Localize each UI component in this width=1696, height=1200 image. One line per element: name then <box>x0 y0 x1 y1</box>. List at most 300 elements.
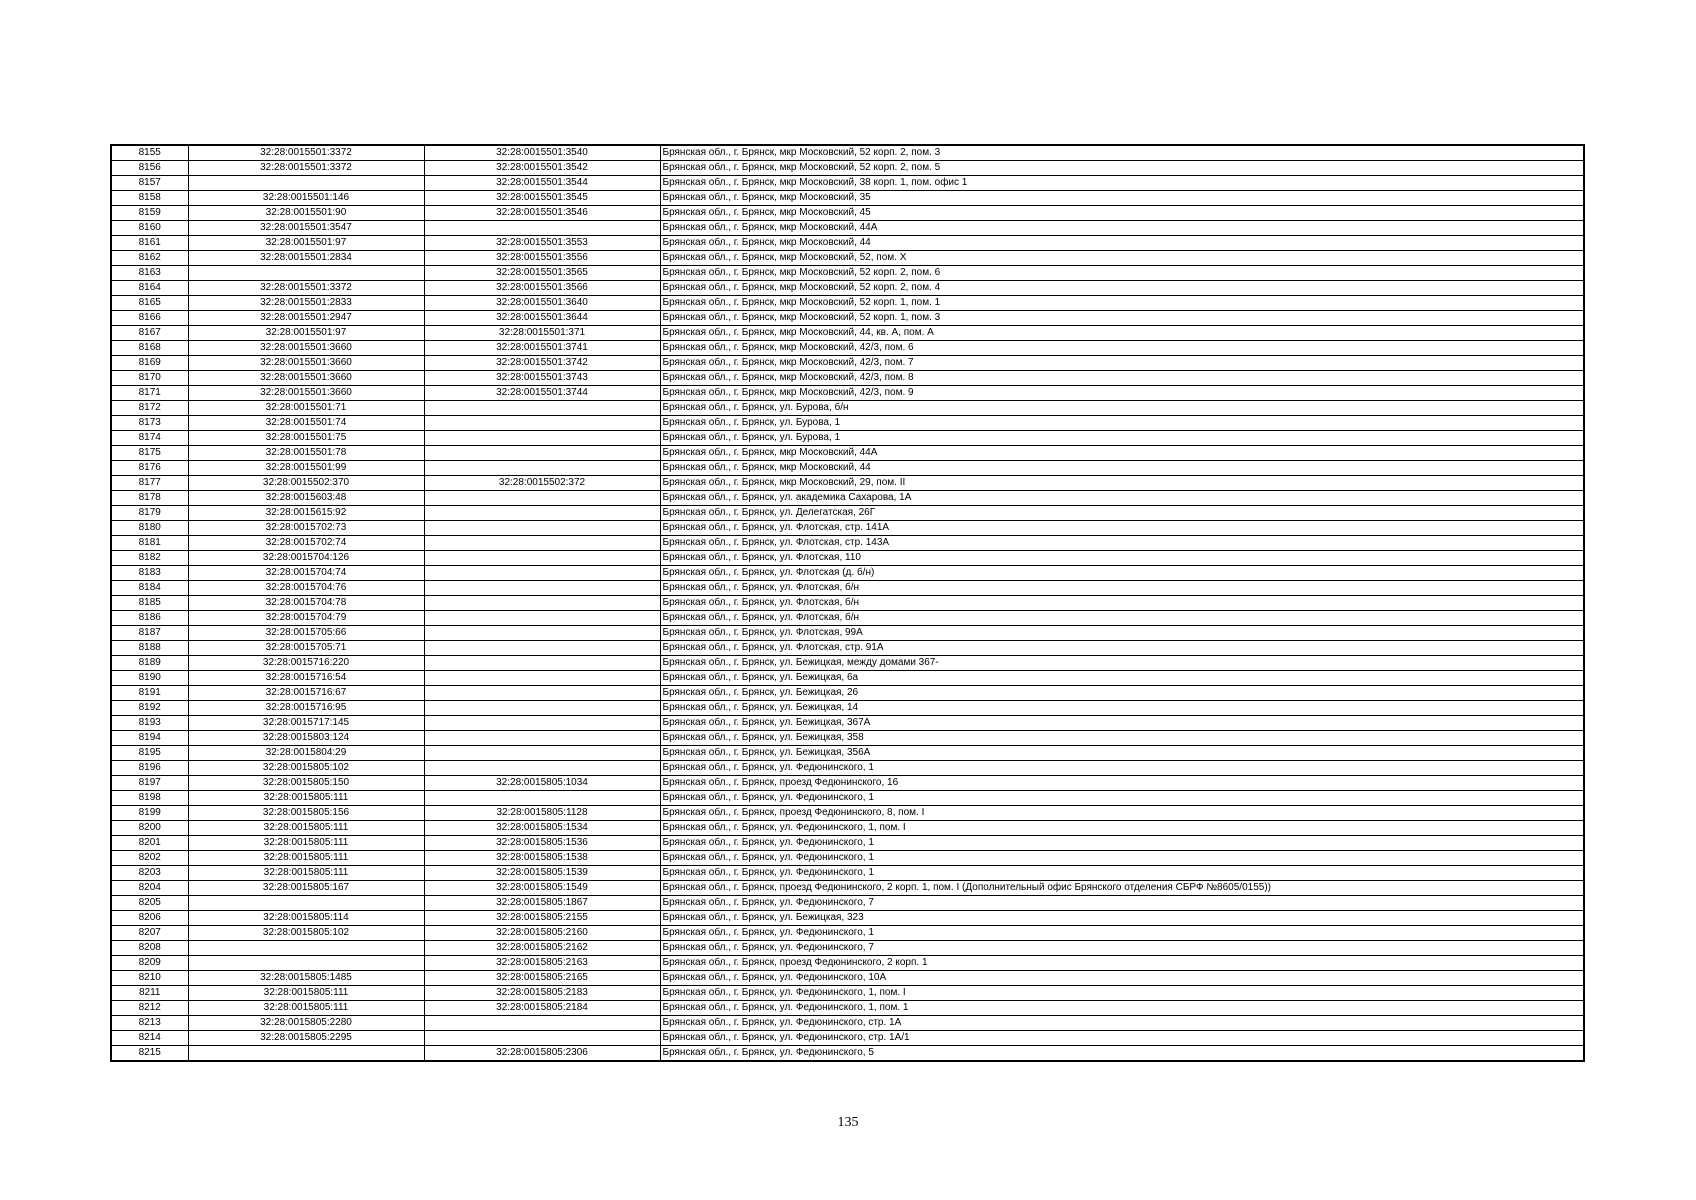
table-row <box>111 416 1584 431</box>
table-row <box>111 716 1584 731</box>
address-cell: Брянская обл., г. Брянск, мкр Московский, 44, кв. А, пом. А <box>660 326 1584 341</box>
table-row <box>111 731 1584 746</box>
table-row <box>111 446 1584 461</box>
address-cell: Брянская обл., г. Брянск, мкр Московский, 52, пом. X <box>660 251 1584 266</box>
row-number-cell: 8161 <box>111 236 188 251</box>
row-number-cell: 8207 <box>111 926 188 941</box>
address-cell: Брянская обл., г. Брянск, мкр Московский, 52 корп. 1, пом. 3 <box>660 311 1584 326</box>
building-cadastral-number-cell: 32:28:0015501:3372 <box>188 145 424 161</box>
address-cell: Брянская обл., г. Брянск, мкр Московский, 35 <box>660 191 1584 206</box>
table-row <box>111 836 1584 851</box>
table-row <box>111 626 1584 641</box>
row-number-cell: 8170 <box>111 371 188 386</box>
table-row <box>111 596 1584 611</box>
building-cadastral-number-cell <box>188 266 424 281</box>
building-cadastral-number-cell: 32:28:0015501:97 <box>188 236 424 251</box>
row-number-cell: 8212 <box>111 1001 188 1016</box>
premises-cadastral-number-cell <box>424 746 660 761</box>
table-row <box>111 191 1584 206</box>
address-cell: Брянская обл., г. Брянск, ул. Федюнинского, 1, пом. I <box>660 821 1584 836</box>
row-number-cell: 8182 <box>111 551 188 566</box>
premises-cadastral-number-cell: 32:28:0015501:3741 <box>424 341 660 356</box>
premises-cadastral-number-cell: 32:28:0015501:3644 <box>424 311 660 326</box>
premises-cadastral-number-cell <box>424 1016 660 1031</box>
address-cell: Брянская обл., г. Брянск, проезд Федюнинского, 8, пом. I <box>660 806 1584 821</box>
premises-cadastral-number-cell <box>424 716 660 731</box>
building-cadastral-number-cell: 32:28:0015501:71 <box>188 401 424 416</box>
row-number-cell: 8210 <box>111 971 188 986</box>
address-cell: Брянская обл., г. Брянск, мкр Московский, 45 <box>660 206 1584 221</box>
address-cell: Брянская обл., г. Брянск, ул. Флотская, б/н <box>660 611 1584 626</box>
address-cell: Брянская обл., г. Брянск, ул. Флотская (д. б/н) <box>660 566 1584 581</box>
premises-cadastral-number-cell <box>424 701 660 716</box>
table-row <box>111 386 1584 401</box>
address-cell: Брянская обл., г. Брянск, ул. Бежицкая, между домами 367- <box>660 656 1584 671</box>
premises-cadastral-number-cell <box>424 551 660 566</box>
table-row <box>111 1031 1584 1046</box>
table-row <box>111 776 1584 791</box>
row-number-cell: 8172 <box>111 401 188 416</box>
premises-cadastral-number-cell <box>424 761 660 776</box>
building-cadastral-number-cell: 32:28:0015501:3660 <box>188 386 424 401</box>
building-cadastral-number-cell: 32:28:0015501:78 <box>188 446 424 461</box>
address-cell: Брянская обл., г. Брянск, мкр Московский, 42/3, пом. 6 <box>660 341 1584 356</box>
table-row <box>111 266 1584 281</box>
row-number-cell: 8167 <box>111 326 188 341</box>
building-cadastral-number-cell: 32:28:0015501:99 <box>188 461 424 476</box>
row-number-cell: 8185 <box>111 596 188 611</box>
address-cell: Брянская обл., г. Брянск, ул. Федюнинского, 1 <box>660 851 1584 866</box>
building-cadastral-number-cell <box>188 956 424 971</box>
premises-cadastral-number-cell: 32:28:0015501:371 <box>424 326 660 341</box>
table-row <box>111 1016 1584 1031</box>
building-cadastral-number-cell: 32:28:0015501:75 <box>188 431 424 446</box>
registry-table-body <box>111 145 1584 1061</box>
premises-cadastral-number-cell <box>424 416 660 431</box>
address-cell: Брянская обл., г. Брянск, ул. Бежицкая, 6а <box>660 671 1584 686</box>
premises-cadastral-number-cell <box>424 461 660 476</box>
building-cadastral-number-cell: 32:28:0015804:29 <box>188 746 424 761</box>
premises-cadastral-number-cell: 32:28:0015805:1539 <box>424 866 660 881</box>
row-number-cell: 8200 <box>111 821 188 836</box>
table-row <box>111 971 1584 986</box>
premises-cadastral-number-cell <box>424 791 660 806</box>
table-row <box>111 761 1584 776</box>
building-cadastral-number-cell: 32:28:0015501:74 <box>188 416 424 431</box>
building-cadastral-number-cell: 32:28:0015704:74 <box>188 566 424 581</box>
row-number-cell: 8164 <box>111 281 188 296</box>
address-cell: Брянская обл., г. Брянск, мкр Московский, 52 корп. 1, пом. 1 <box>660 296 1584 311</box>
address-cell: Брянская обл., г. Брянск, ул. Бурова, б/н <box>660 401 1584 416</box>
building-cadastral-number-cell: 32:28:0015501:2833 <box>188 296 424 311</box>
building-cadastral-number-cell: 32:28:0015501:3660 <box>188 356 424 371</box>
row-number-cell: 8175 <box>111 446 188 461</box>
table-row <box>111 671 1584 686</box>
building-cadastral-number-cell: 32:28:0015716:220 <box>188 656 424 671</box>
row-number-cell: 8169 <box>111 356 188 371</box>
table-row <box>111 476 1584 491</box>
table-row <box>111 371 1584 386</box>
row-number-cell: 8166 <box>111 311 188 326</box>
row-number-cell: 8188 <box>111 641 188 656</box>
building-cadastral-number-cell: 32:28:0015803:124 <box>188 731 424 746</box>
address-cell: Брянская обл., г. Брянск, ул. Федюнинского, 7 <box>660 941 1584 956</box>
building-cadastral-number-cell: 32:28:0015716:67 <box>188 686 424 701</box>
row-number-cell: 8173 <box>111 416 188 431</box>
building-cadastral-number-cell: 32:28:0015805:111 <box>188 791 424 806</box>
premises-cadastral-number-cell: 32:28:0015501:3540 <box>424 145 660 161</box>
address-cell: Брянская обл., г. Брянск, ул. Флотская, стр. 143А <box>660 536 1584 551</box>
building-cadastral-number-cell: 32:28:0015702:74 <box>188 536 424 551</box>
building-cadastral-number-cell: 32:28:0015805:167 <box>188 881 424 896</box>
building-cadastral-number-cell: 32:28:0015603:48 <box>188 491 424 506</box>
row-number-cell: 8202 <box>111 851 188 866</box>
table-row <box>111 356 1584 371</box>
building-cadastral-number-cell: 32:28:0015615:92 <box>188 506 424 521</box>
building-cadastral-number-cell: 32:28:0015717:145 <box>188 716 424 731</box>
address-cell: Брянская обл., г. Брянск, мкр Московский, 44А <box>660 446 1584 461</box>
premises-cadastral-number-cell: 32:28:0015805:1538 <box>424 851 660 866</box>
premises-cadastral-number-cell: 32:28:0015501:3640 <box>424 296 660 311</box>
row-number-cell: 8180 <box>111 521 188 536</box>
row-number-cell: 8205 <box>111 896 188 911</box>
row-number-cell: 8162 <box>111 251 188 266</box>
address-cell: Брянская обл., г. Брянск, мкр Московский, 38 корп. 1, пом. офис 1 <box>660 176 1584 191</box>
table-row <box>111 686 1584 701</box>
address-cell: Брянская обл., г. Брянск, проезд Федюнинского, 16 <box>660 776 1584 791</box>
table-row <box>111 806 1584 821</box>
table-row <box>111 536 1584 551</box>
table-row <box>111 866 1584 881</box>
building-cadastral-number-cell: 32:28:0015805:2295 <box>188 1031 424 1046</box>
row-number-cell: 8186 <box>111 611 188 626</box>
address-cell: Брянская обл., г. Брянск, мкр Московский, 52 корп. 2, пом. 3 <box>660 145 1584 161</box>
premises-cadastral-number-cell <box>424 731 660 746</box>
address-cell: Брянская обл., г. Брянск, ул. Флотская, стр. 141А <box>660 521 1584 536</box>
table-row <box>111 656 1584 671</box>
row-number-cell: 8179 <box>111 506 188 521</box>
premises-cadastral-number-cell: 32:28:0015501:3553 <box>424 236 660 251</box>
address-cell: Брянская обл., г. Брянск, мкр Московский, 52 корп. 2, пом. 5 <box>660 161 1584 176</box>
premises-cadastral-number-cell <box>424 611 660 626</box>
address-cell: Брянская обл., г. Брянск, мкр Московский, 42/3, пом. 8 <box>660 371 1584 386</box>
building-cadastral-number-cell: 32:28:0015501:3372 <box>188 161 424 176</box>
address-cell: Брянская обл., г. Брянск, мкр Московский, 29, пом. II <box>660 476 1584 491</box>
premises-cadastral-number-cell: 32:28:0015502:372 <box>424 476 660 491</box>
address-cell: Брянская обл., г. Брянск, ул. Бежицкая, 358 <box>660 731 1584 746</box>
table-row <box>111 851 1584 866</box>
premises-cadastral-number-cell <box>424 491 660 506</box>
registry-table-container <box>110 144 1585 1062</box>
premises-cadastral-number-cell: 32:28:0015805:2183 <box>424 986 660 1001</box>
premises-cadastral-number-cell: 32:28:0015501:3545 <box>424 191 660 206</box>
premises-cadastral-number-cell: 32:28:0015501:3566 <box>424 281 660 296</box>
building-cadastral-number-cell: 32:28:0015704:79 <box>188 611 424 626</box>
building-cadastral-number-cell: 32:28:0015705:66 <box>188 626 424 641</box>
table-row <box>111 311 1584 326</box>
building-cadastral-number-cell: 32:28:0015704:78 <box>188 596 424 611</box>
table-row <box>111 941 1584 956</box>
address-cell: Брянская обл., г. Брянск, ул. Бежицкая, 14 <box>660 701 1584 716</box>
table-row <box>111 611 1584 626</box>
row-number-cell: 8215 <box>111 1046 188 1062</box>
building-cadastral-number-cell: 32:28:0015702:73 <box>188 521 424 536</box>
row-number-cell: 8158 <box>111 191 188 206</box>
address-cell: Брянская обл., г. Брянск, ул. Федюнинского, стр. 1А <box>660 1016 1584 1031</box>
row-number-cell: 8195 <box>111 746 188 761</box>
row-number-cell: 8191 <box>111 686 188 701</box>
table-row <box>111 551 1584 566</box>
page-number: 135 <box>837 1115 859 1130</box>
row-number-cell: 8206 <box>111 911 188 926</box>
premises-cadastral-number-cell <box>424 596 660 611</box>
row-number-cell: 8177 <box>111 476 188 491</box>
row-number-cell: 8159 <box>111 206 188 221</box>
table-row <box>111 791 1584 806</box>
row-number-cell: 8174 <box>111 431 188 446</box>
row-number-cell: 8165 <box>111 296 188 311</box>
building-cadastral-number-cell: 32:28:0015805:111 <box>188 866 424 881</box>
table-row <box>111 521 1584 536</box>
premises-cadastral-number-cell <box>424 401 660 416</box>
premises-cadastral-number-cell: 32:28:0015805:1867 <box>424 896 660 911</box>
premises-cadastral-number-cell <box>424 671 660 686</box>
building-cadastral-number-cell: 32:28:0015501:146 <box>188 191 424 206</box>
row-number-cell: 8199 <box>111 806 188 821</box>
building-cadastral-number-cell: 32:28:0015501:97 <box>188 326 424 341</box>
premises-cadastral-number-cell: 32:28:0015501:3556 <box>424 251 660 266</box>
premises-cadastral-number-cell: 32:28:0015501:3743 <box>424 371 660 386</box>
registry-table <box>110 144 1585 1062</box>
table-row <box>111 236 1584 251</box>
address-cell: Брянская обл., г. Брянск, ул. Флотская, 99А <box>660 626 1584 641</box>
address-cell: Брянская обл., г. Брянск, проезд Федюнинского, 2 корп. 1, пом. I (Дополнительный офис Брянского отделения СБРФ №8605/0155)) <box>660 881 1584 896</box>
premises-cadastral-number-cell: 32:28:0015805:1128 <box>424 806 660 821</box>
premises-cadastral-number-cell: 32:28:0015805:1536 <box>424 836 660 851</box>
row-number-cell: 8178 <box>111 491 188 506</box>
table-row <box>111 986 1584 1001</box>
row-number-cell: 8163 <box>111 266 188 281</box>
premises-cadastral-number-cell <box>424 446 660 461</box>
row-number-cell: 8187 <box>111 626 188 641</box>
address-cell: Брянская обл., г. Брянск, ул. Бежицкая, 26 <box>660 686 1584 701</box>
premises-cadastral-number-cell: 32:28:0015805:1534 <box>424 821 660 836</box>
premises-cadastral-number-cell <box>424 566 660 581</box>
address-cell: Брянская обл., г. Брянск, ул. Бежицкая, 356А <box>660 746 1584 761</box>
premises-cadastral-number-cell: 32:28:0015805:1549 <box>424 881 660 896</box>
address-cell: Брянская обл., г. Брянск, мкр Московский, 42/3, пом. 9 <box>660 386 1584 401</box>
row-number-cell: 8194 <box>111 731 188 746</box>
row-number-cell: 8196 <box>111 761 188 776</box>
row-number-cell: 8209 <box>111 956 188 971</box>
table-row <box>111 251 1584 266</box>
address-cell: Брянская обл., г. Брянск, проезд Федюнинского, 2 корп. 1 <box>660 956 1584 971</box>
table-row <box>111 145 1584 161</box>
building-cadastral-number-cell: 32:28:0015501:2834 <box>188 251 424 266</box>
address-cell: Брянская обл., г. Брянск, ул. Федюнинского, 5 <box>660 1046 1584 1062</box>
building-cadastral-number-cell: 32:28:0015805:1485 <box>188 971 424 986</box>
row-number-cell: 8203 <box>111 866 188 881</box>
row-number-cell: 8160 <box>111 221 188 236</box>
building-cadastral-number-cell: 32:28:0015501:3660 <box>188 341 424 356</box>
building-cadastral-number-cell: 32:28:0015805:102 <box>188 926 424 941</box>
table-row <box>111 281 1584 296</box>
building-cadastral-number-cell <box>188 1046 424 1062</box>
row-number-cell: 8193 <box>111 716 188 731</box>
table-row <box>111 221 1584 236</box>
table-row <box>111 341 1584 356</box>
row-number-cell: 8176 <box>111 461 188 476</box>
address-cell: Брянская обл., г. Брянск, ул. академика Сахарова, 1А <box>660 491 1584 506</box>
address-cell: Брянская обл., г. Брянск, мкр Московский, 52 корп. 2, пом. 4 <box>660 281 1584 296</box>
address-cell: Брянская обл., г. Брянск, ул. Делегатская, 26Г <box>660 506 1584 521</box>
building-cadastral-number-cell: 32:28:0015705:71 <box>188 641 424 656</box>
table-row <box>111 581 1584 596</box>
table-row <box>111 431 1584 446</box>
address-cell: Брянская обл., г. Брянск, мкр Московский, 42/3, пом. 7 <box>660 356 1584 371</box>
table-row <box>111 896 1584 911</box>
premises-cadastral-number-cell: 32:28:0015805:2163 <box>424 956 660 971</box>
building-cadastral-number-cell: 32:28:0015501:3372 <box>188 281 424 296</box>
building-cadastral-number-cell: 32:28:0015805:114 <box>188 911 424 926</box>
building-cadastral-number-cell: 32:28:0015501:3547 <box>188 221 424 236</box>
address-cell: Брянская обл., г. Брянск, ул. Флотская, б/н <box>660 581 1584 596</box>
row-number-cell: 8168 <box>111 341 188 356</box>
row-number-cell: 8213 <box>111 1016 188 1031</box>
row-number-cell: 8157 <box>111 176 188 191</box>
building-cadastral-number-cell: 32:28:0015501:90 <box>188 206 424 221</box>
address-cell: Брянская обл., г. Брянск, ул. Федюнинского, стр. 1А/1 <box>660 1031 1584 1046</box>
building-cadastral-number-cell <box>188 941 424 956</box>
table-row <box>111 1046 1584 1062</box>
address-cell: Брянская обл., г. Брянск, мкр Московский, 44А <box>660 221 1584 236</box>
table-row <box>111 326 1584 341</box>
table-row <box>111 506 1584 521</box>
building-cadastral-number-cell: 32:28:0015704:126 <box>188 551 424 566</box>
table-row <box>111 296 1584 311</box>
table-row <box>111 176 1584 191</box>
address-cell: Брянская обл., г. Брянск, ул. Бурова, 1 <box>660 431 1584 446</box>
building-cadastral-number-cell: 32:28:0015805:150 <box>188 776 424 791</box>
row-number-cell: 8211 <box>111 986 188 1001</box>
table-row <box>111 881 1584 896</box>
building-cadastral-number-cell: 32:28:0015502:370 <box>188 476 424 491</box>
row-number-cell: 8198 <box>111 791 188 806</box>
premises-cadastral-number-cell: 32:28:0015501:3544 <box>424 176 660 191</box>
address-cell: Брянская обл., г. Брянск, ул. Флотская, стр. 91А <box>660 641 1584 656</box>
premises-cadastral-number-cell: 32:28:0015501:3542 <box>424 161 660 176</box>
building-cadastral-number-cell: 32:28:0015501:3660 <box>188 371 424 386</box>
building-cadastral-number-cell: 32:28:0015805:156 <box>188 806 424 821</box>
address-cell: Брянская обл., г. Брянск, ул. Бежицкая, 367А <box>660 716 1584 731</box>
row-number-cell: 8197 <box>111 776 188 791</box>
building-cadastral-number-cell: 32:28:0015805:2280 <box>188 1016 424 1031</box>
premises-cadastral-number-cell <box>424 686 660 701</box>
row-number-cell: 8183 <box>111 566 188 581</box>
premises-cadastral-number-cell: 32:28:0015501:3565 <box>424 266 660 281</box>
table-row <box>111 911 1584 926</box>
premises-cadastral-number-cell <box>424 656 660 671</box>
premises-cadastral-number-cell: 32:28:0015501:3744 <box>424 386 660 401</box>
premises-cadastral-number-cell: 32:28:0015805:2306 <box>424 1046 660 1062</box>
premises-cadastral-number-cell: 32:28:0015805:2162 <box>424 941 660 956</box>
building-cadastral-number-cell: 32:28:0015716:54 <box>188 671 424 686</box>
row-number-cell: 8156 <box>111 161 188 176</box>
address-cell: Брянская обл., г. Брянск, ул. Федюнинского, 1 <box>660 761 1584 776</box>
table-row <box>111 491 1584 506</box>
premises-cadastral-number-cell: 32:28:0015805:2184 <box>424 1001 660 1016</box>
row-number-cell: 8214 <box>111 1031 188 1046</box>
premises-cadastral-number-cell: 32:28:0015501:3742 <box>424 356 660 371</box>
premises-cadastral-number-cell: 32:28:0015805:2155 <box>424 911 660 926</box>
address-cell: Брянская обл., г. Брянск, ул. Флотская, 110 <box>660 551 1584 566</box>
address-cell: Брянская обл., г. Брянск, ул. Флотская, б/н <box>660 596 1584 611</box>
address-cell: Брянская обл., г. Брянск, ул. Федюнинского, 1, пом. I <box>660 986 1584 1001</box>
premises-cadastral-number-cell <box>424 506 660 521</box>
table-row <box>111 566 1584 581</box>
building-cadastral-number-cell: 32:28:0015805:111 <box>188 821 424 836</box>
premises-cadastral-number-cell: 32:28:0015805:2160 <box>424 926 660 941</box>
building-cadastral-number-cell: 32:28:0015716:95 <box>188 701 424 716</box>
table-row <box>111 746 1584 761</box>
premises-cadastral-number-cell <box>424 536 660 551</box>
building-cadastral-number-cell: 32:28:0015501:2947 <box>188 311 424 326</box>
address-cell: Брянская обл., г. Брянск, ул. Бурова, 1 <box>660 416 1584 431</box>
row-number-cell: 8204 <box>111 881 188 896</box>
table-row <box>111 161 1584 176</box>
address-cell: Брянская обл., г. Брянск, ул. Федюнинского, 1, пом. 1 <box>660 1001 1584 1016</box>
table-row <box>111 1001 1584 1016</box>
row-number-cell: 8192 <box>111 701 188 716</box>
table-row <box>111 206 1584 221</box>
premises-cadastral-number-cell <box>424 626 660 641</box>
premises-cadastral-number-cell <box>424 641 660 656</box>
building-cadastral-number-cell: 32:28:0015805:111 <box>188 836 424 851</box>
building-cadastral-number-cell: 32:28:0015805:111 <box>188 851 424 866</box>
row-number-cell: 8181 <box>111 536 188 551</box>
address-cell: Брянская обл., г. Брянск, ул. Федюнинского, 7 <box>660 896 1584 911</box>
table-row <box>111 701 1584 716</box>
row-number-cell: 8171 <box>111 386 188 401</box>
premises-cadastral-number-cell <box>424 581 660 596</box>
premises-cadastral-number-cell <box>424 431 660 446</box>
table-row <box>111 401 1584 416</box>
premises-cadastral-number-cell: 32:28:0015501:3546 <box>424 206 660 221</box>
row-number-cell: 8201 <box>111 836 188 851</box>
address-cell: Брянская обл., г. Брянск, ул. Федюнинского, 1 <box>660 866 1584 881</box>
address-cell: Брянская обл., г. Брянск, мкр Московский, 52 корп. 2, пом. 6 <box>660 266 1584 281</box>
address-cell: Брянская обл., г. Брянск, мкр Московский, 44 <box>660 461 1584 476</box>
row-number-cell: 8155 <box>111 145 188 161</box>
row-number-cell: 8184 <box>111 581 188 596</box>
building-cadastral-number-cell: 32:28:0015704:76 <box>188 581 424 596</box>
row-number-cell: 8189 <box>111 656 188 671</box>
address-cell: Брянская обл., г. Брянск, ул. Бежицкая, 323 <box>660 911 1584 926</box>
building-cadastral-number-cell: 32:28:0015805:102 <box>188 761 424 776</box>
premises-cadastral-number-cell <box>424 221 660 236</box>
building-cadastral-number-cell: 32:28:0015805:111 <box>188 986 424 1001</box>
premises-cadastral-number-cell <box>424 1031 660 1046</box>
address-cell: Брянская обл., г. Брянск, ул. Федюнинского, 1 <box>660 926 1584 941</box>
building-cadastral-number-cell <box>188 896 424 911</box>
building-cadastral-number-cell: 32:28:0015805:111 <box>188 1001 424 1016</box>
table-row <box>111 926 1584 941</box>
address-cell: Брянская обл., г. Брянск, ул. Федюнинского, 10А <box>660 971 1584 986</box>
table-row <box>111 956 1584 971</box>
address-cell: Брянская обл., г. Брянск, ул. Федюнинского, 1 <box>660 836 1584 851</box>
premises-cadastral-number-cell <box>424 521 660 536</box>
table-row <box>111 641 1584 656</box>
